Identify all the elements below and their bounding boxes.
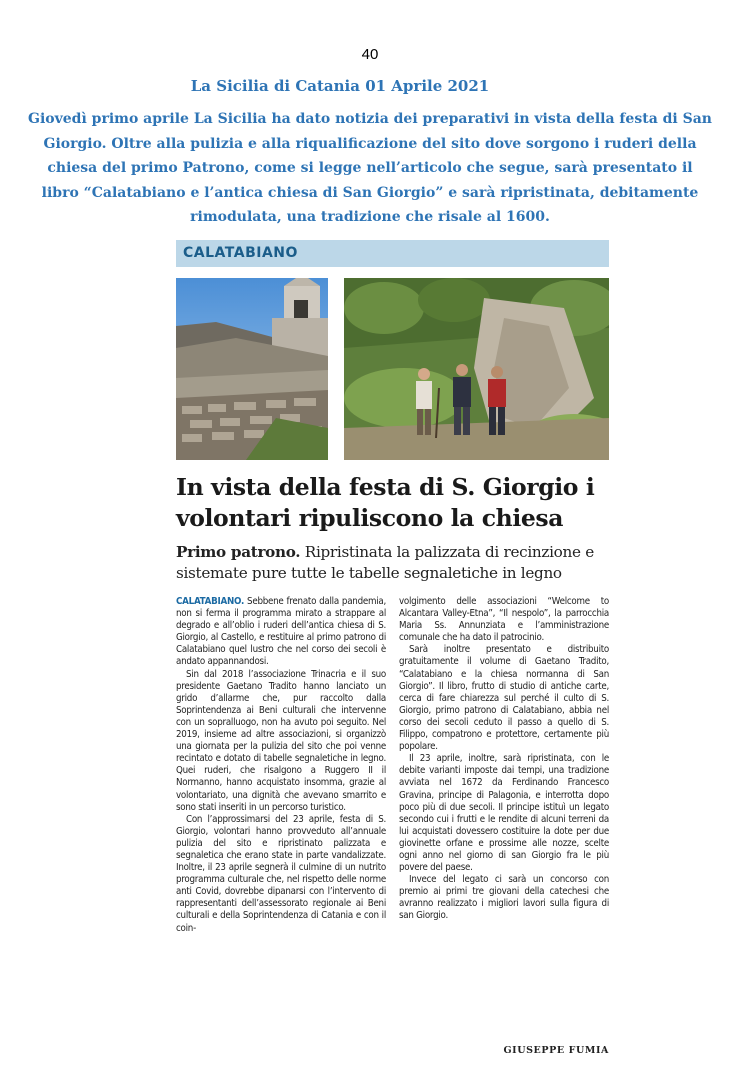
paragraph: Il 23 aprile, inoltre, sarà ripristinata, con le debite varianti imposte dai tempi, una tradizione avviata nel 1672 da Ferdinando Francesco Gravina, principe di Palagonia, e interrotta dopo poco più di due secoli. Il principe istituì un legato secondo cui i frutti e le rendite di alcuni terreni da lui acquistati dovessero costituire la dote per due giovinette orfane e prossime alle nozze, scelte ogni anno nel giorno di san Giorgio fra le più povere del paese.	[399, 753, 609, 874]
paragraph: Sin dal 2018 l’associazione Trinacria e il suo presidente Gaetano Tradito hanno lanciato un grido d’allarme che, pur raccolto dalla Soprintendenza ai Beni culturali che intervenne con un sopralluogo, non ha avuto poi seguito. Nel 2019, insieme ad altre associazioni, si organizzò una giornata per la pulizia del sito che poi venne recintato e dotato di tabelle segnaletiche in legno. Quei ruderi, che risalgono a Ruggero II il Normanno, hanno acquistato insomma, grazie al volontariato, una dignità che avevano smarrito e sono stati inseriti in un percorso turistico.	[176, 668, 386, 813]
intro-text: Giovedì primo aprile La Sicilia ha dato notizia dei preparativi in vista della festa di San Giorgio. Oltre alla pulizia e alla riqualificazione del sito dove sorgono i ruderi della chiesa del primo Patrono, come si legge nell’articolo che segue, sarà presentato il libro “Calatabiano e l’antica chiesa di San Giorgio” e sarà ripristinata, debitamente rimodulata, una tradizione che risale al 1600.	[28, 111, 712, 225]
paragraph: Sarà inoltre presentato e distribuito gratuitamente il volume di Gaetano Tradito, “Calatabiano e la chiesa normanna di San Giorgio”. Il libro, frutto di studio di antiche carte, cerca di fare chiarezza sul perché il culto di S. Giorgio, primo patrono di Calatabiano, abbia nel corso dei secoli ceduto il passo a quello di S. Filippo, compatrono e protettore, certamente più popolare.	[399, 644, 609, 753]
paragraph: volgimento delle associazioni “Welcome to Alcantara Valley-Etna”, “Il nespolo”, la parrocchia Maria Ss. Annunziata e l’amministrazione comunale che ha dato il patrocinio.	[399, 596, 609, 644]
article-subhead	[176, 542, 609, 584]
paragraph-text: Sebbene frenato dalla pandemia, non si ferma il programma mirato a strappare al degrado e all’oblio i ruderi dell’antica chiesa di S. Giorgio, al Castello, e restituire al primo patrono di Calatabiano quel lustro che nel corso dei secoli è andato appannandosi.	[176, 596, 386, 668]
newspaper-clipping	[176, 240, 609, 1062]
article-headline: In vista della festa di S. Giorgio i volontari ripuliscono la chiesa	[176, 473, 595, 532]
article-column-2	[399, 596, 609, 923]
paragraph	[176, 596, 386, 669]
castle-ruins-photo	[176, 278, 328, 460]
subhead-lead: Primo patrono.	[176, 543, 301, 561]
volunteers-photo	[344, 278, 609, 460]
section-label: CALATABIANO	[176, 240, 609, 267]
subhead-rest: Ripristinata la palizzata di recinzione e sistemate pure tutte le tabelle segnaletiche in legno	[176, 543, 594, 582]
source-header: La Sicilia di Catania 01 Aprile 2021	[190, 77, 490, 95]
page-number: 40	[361, 46, 379, 63]
article-column-1	[176, 596, 386, 935]
dateline-kicker: CALATABIANO.	[176, 596, 245, 607]
author-signature: GIUSEPPE FUMIA	[503, 1045, 609, 1056]
paragraph: Con l’approssimarsi del 23 aprile, festa di S. Giorgio, volontari hanno provveduto all’annuale pulizia del sito e ripristinato palizzata e segnaletica che erano state in parte vandalizzate. Inoltre, il 23 aprile segnerà il culmine di un nutrito programma culturale che, nel rispetto delle norme anti Covid, dovrebbe dipanarsi con l’intervento di rappresentanti dell’assessorato regionale ai Beni culturali e della Soprintendenza di Catania e con il coin-	[176, 813, 386, 934]
paragraph: Invece del legato ci sarà un concorso con premio ai primi tre giovani della catechesi che avranno realizzato i migliori lavori sulla figura di san Giorgio.	[399, 874, 609, 922]
